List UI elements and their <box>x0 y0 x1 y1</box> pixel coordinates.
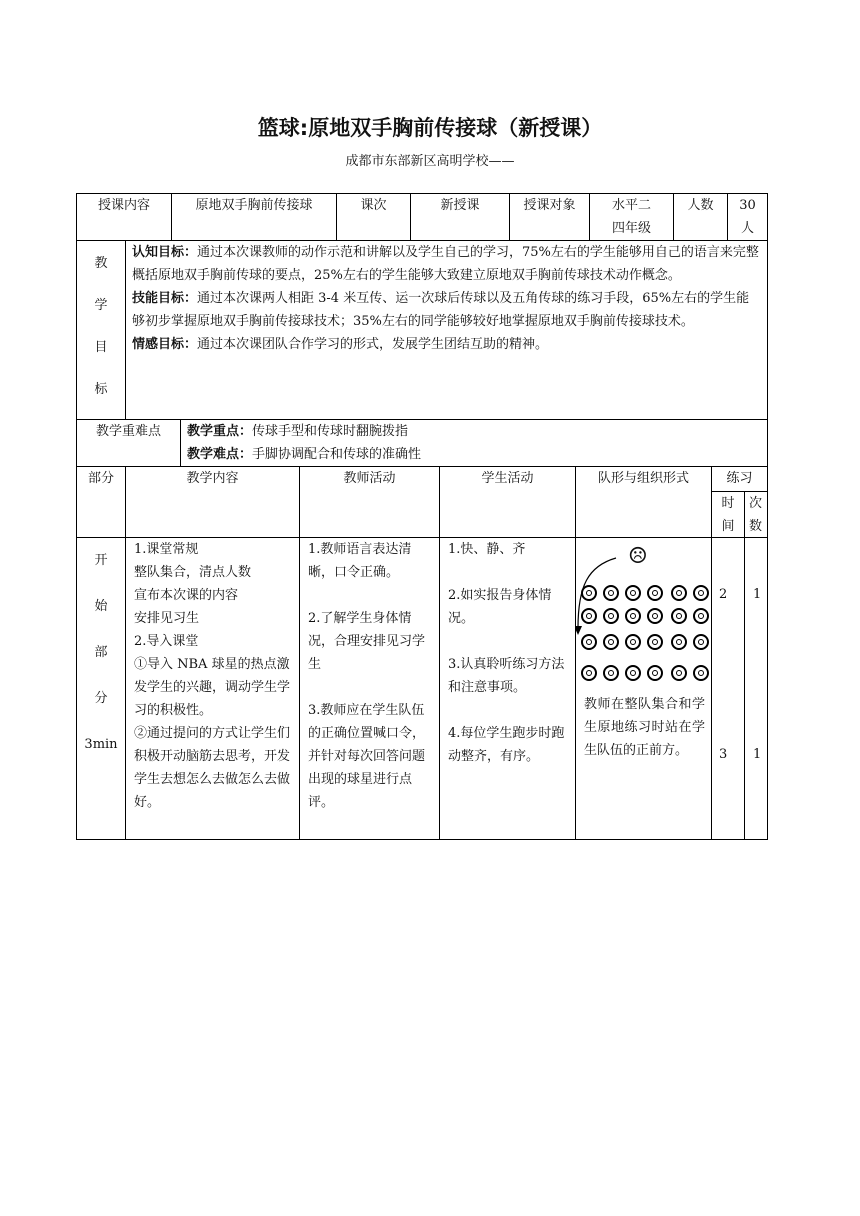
affective-label: 情感目标： <box>132 337 198 352</box>
skill-label: 技能目标： <box>132 291 198 306</box>
student-marker-icon <box>647 634 663 650</box>
section-count <box>744 537 768 840</box>
student-marker-icon <box>693 634 709 650</box>
student-marker-icon <box>603 634 619 650</box>
objectives-side-label <box>76 240 126 420</box>
key-text: 传球手型和传球时翻腕拨指 <box>252 424 409 439</box>
side-char: 标 <box>94 382 108 397</box>
student-marker-icon <box>581 585 597 601</box>
side-char: 学 <box>94 298 108 313</box>
skill-objective <box>132 287 761 333</box>
section-part-label <box>76 537 126 840</box>
part-char: 分 <box>94 691 108 706</box>
part-char: 始 <box>94 599 108 614</box>
affective-text: 通过本次课团队合作学习的形式，发展学生团结互助的精神。 <box>197 337 549 352</box>
student-marker-icon <box>625 608 641 624</box>
page-subtitle: 成都市东部新区高明学校—— <box>345 154 515 169</box>
cell-value-audience: 水平二四年级 <box>589 193 674 241</box>
key-point <box>187 420 761 443</box>
keypoints-body <box>180 419 768 467</box>
cell-value-content: 原地双手胸前传接球 <box>171 193 337 241</box>
student-marker-icon <box>625 585 641 601</box>
formation-note: 教师在整队集合和学生原地练习时站在学生队伍的正前方。 <box>584 697 705 758</box>
col-header-teacher: 教师活动 <box>299 466 440 538</box>
objectives-body <box>125 240 768 420</box>
side-char: 目 <box>94 340 108 355</box>
cell-label-lesson: 课次 <box>336 193 411 241</box>
page-title: 篮球:原地双手胸前传接球（新授课） <box>257 116 603 140</box>
student-marker-icon <box>671 665 687 681</box>
student-marker-icon <box>647 585 663 601</box>
cognitive-text: 通过本次课教师的动作示范和讲解以及学生自己的学习，75%左右的学生能够用自己的语言来完整概括原地双手胸前传球的要点，25%左右的学生能够大致建立原地双手胸前传球技术动作概念。 <box>132 245 759 283</box>
cell-label-content: 授课内容 <box>76 193 172 241</box>
movement-arrow-head <box>576 626 582 635</box>
col-header-part: 部分 <box>76 466 126 538</box>
part-char: 开 <box>94 553 108 568</box>
difficult-text: 手脚协调配合和传球的准确性 <box>252 447 422 462</box>
keypoints-side-label: 教学重难点 <box>76 419 181 467</box>
student-marker-icon <box>647 665 663 681</box>
col-header-content: 教学内容 <box>125 466 300 538</box>
section-duration: 3min <box>84 737 118 752</box>
student-marker-icon <box>581 634 597 650</box>
student-marker-icon <box>581 608 597 624</box>
section-content: 1.课堂常规 整队集合，清点人数 宣布本次课的内容 安排见习生 2.导入课堂 ①导入 NBA 球星的热点激发学生的兴趣，调动学生学习的积极性。 ②通过提问的方式让学生们积极开动脑筋去思考，开发学生去想怎么去做怎么去做好。 <box>125 537 300 840</box>
cell-value-lesson: 新授课 <box>410 193 510 241</box>
col-header-time: 时间 <box>711 491 745 538</box>
col-header-practice: 练习 <box>711 466 768 492</box>
cell-label-audience: 授课对象 <box>509 193 590 241</box>
student-marker-icon <box>603 608 619 624</box>
student-marker-icon <box>625 634 641 650</box>
difficult-label: 教学难点： <box>187 447 253 462</box>
student-marker-icon <box>693 585 709 601</box>
section-student-activity: 1.快、静、齐 2.如实报告身体情况。 3.认真聆听练习方法和注意事项。 4.每位学生跑步时跑动整齐，有序。 <box>439 537 576 840</box>
student-marker-icon <box>671 585 687 601</box>
time-value-2: 3 <box>719 747 728 762</box>
student-marker-icon <box>671 634 687 650</box>
section-time <box>711 537 745 840</box>
side-char: 教 <box>94 256 108 271</box>
part-char: 部 <box>94 645 108 660</box>
student-marker-icon <box>647 608 663 624</box>
teacher-symbol-icon: ☹ <box>628 544 648 569</box>
time-value-1: 2 <box>719 587 728 602</box>
cognitive-label: 认知目标： <box>132 245 198 260</box>
student-marker-icon <box>581 665 597 681</box>
cognitive-objective <box>132 241 761 287</box>
col-header-formation: 队形与组织形式 <box>575 466 712 538</box>
count-value-1: 1 <box>753 587 762 602</box>
student-marker-icon <box>603 665 619 681</box>
col-header-count: 次数 <box>744 491 768 538</box>
cell-value-count: 30人 <box>727 193 768 241</box>
section-teacher-activity: 1.教师语言表达清晰，口令正确。 2.了解学生身体情况，合理安排见习学生 3.教师应在学生队伍的正确位置喊口令，并针对每次回答问题出现的球星进行点评。 <box>299 537 440 840</box>
key-label: 教学重点： <box>187 424 253 439</box>
student-marker-icon <box>671 608 687 624</box>
student-marker-icon <box>693 608 709 624</box>
difficult-point <box>187 443 761 466</box>
count-value-2: 1 <box>753 747 762 762</box>
student-marker-icon <box>693 665 709 681</box>
skill-text: 通过本次课两人相距 3-4 米互传、运一次球后传球以及五角传球的练习手段，65%左右的学生能够初步掌握原地双手胸前传接球技术；35%左右的同学能够较好地掌握原地双手胸前传接球技术。 <box>132 291 750 329</box>
col-header-student: 学生活动 <box>439 466 576 538</box>
cell-label-count: 人数 <box>673 193 728 241</box>
student-marker-icon <box>603 585 619 601</box>
student-marker-icon <box>625 665 641 681</box>
section-formation <box>575 537 712 840</box>
affective-objective <box>132 333 761 356</box>
